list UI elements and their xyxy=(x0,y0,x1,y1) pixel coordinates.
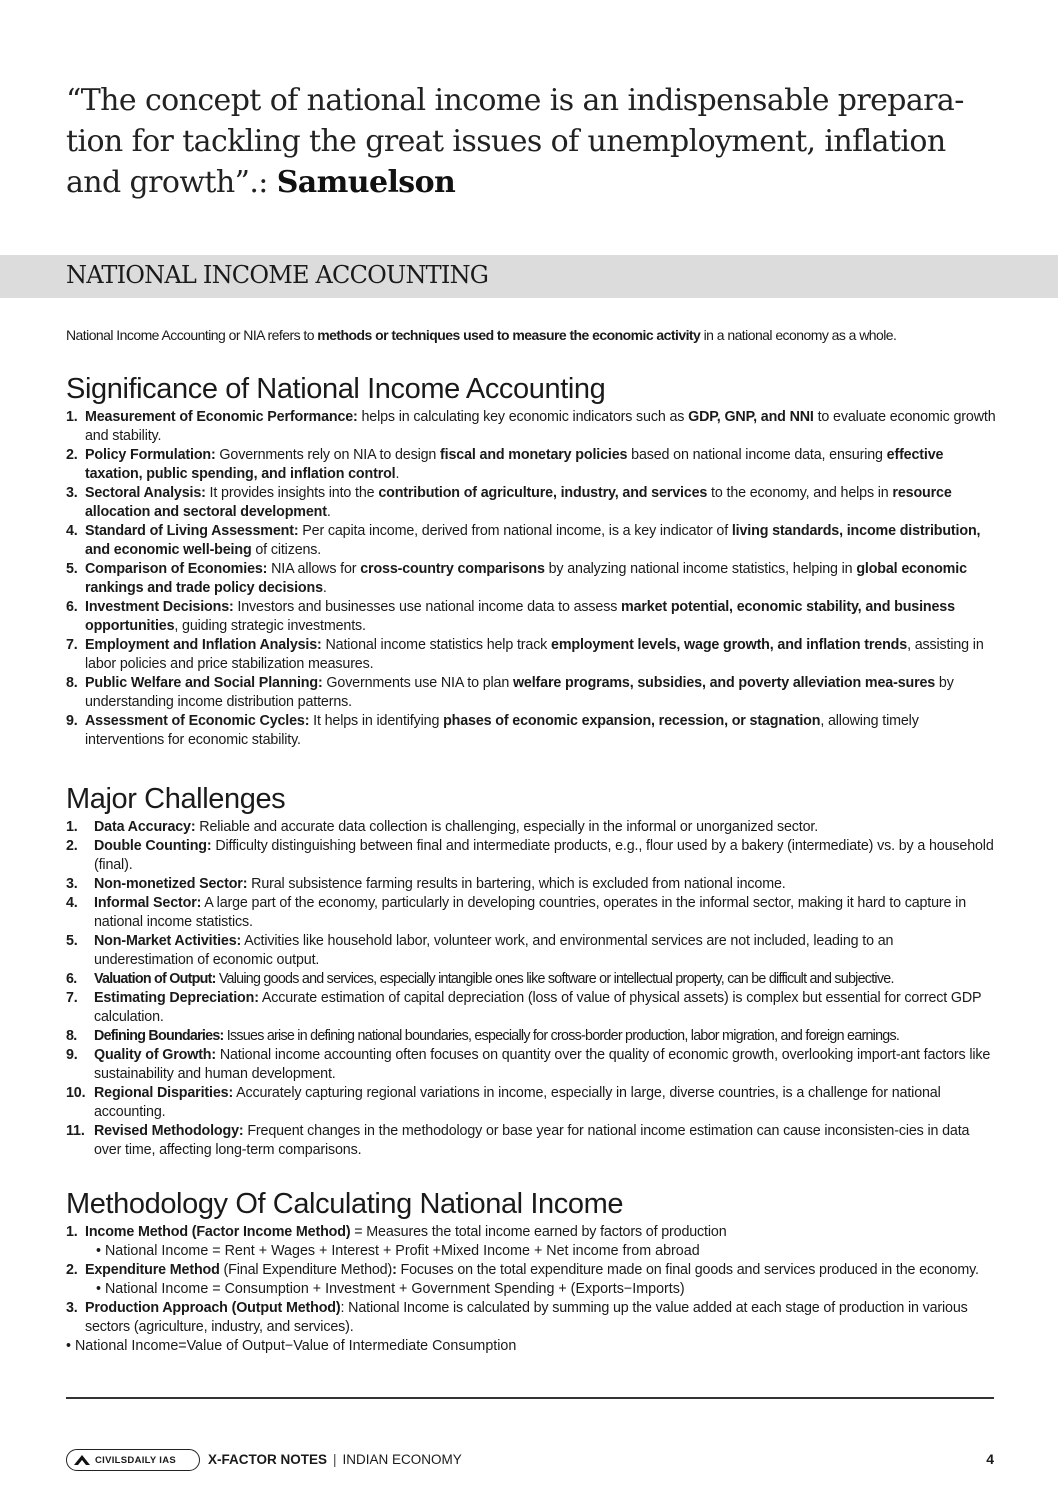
item-number: 8. xyxy=(66,675,78,691)
page-footer xyxy=(66,1449,994,1473)
item-number: 1. xyxy=(66,1224,78,1240)
item-number: 4. xyxy=(66,895,78,911)
item-term: Defining Boundaries: xyxy=(94,1028,224,1044)
item-emphasis: welfare programs, subsidies, and poverty alleviation mea-sures xyxy=(512,675,936,691)
list-item: 10. Regional Disparities: Accurately capturing regional variations in income, especially in large, diverse countries, is a challenge for national accounting. xyxy=(66,1085,941,1120)
item-term: Data Accuracy: xyxy=(94,819,196,835)
item-number: 7. xyxy=(66,637,78,653)
logo-mark-icon xyxy=(73,1453,91,1467)
item-number: 2. xyxy=(66,447,78,463)
item-number: 3. xyxy=(66,485,78,501)
challenges-list xyxy=(66,818,996,1160)
intro-post: in a national economy as a whole. xyxy=(700,327,897,343)
section-band xyxy=(0,255,1058,298)
intro-bold: methods or techniques used to measure the economic activity xyxy=(317,327,701,343)
item-term: Measurement of Economic Performance: xyxy=(85,409,358,425)
list-item: 8. Public Welfare and Social Planning: Governments use NIA to plan welfare programs, subsidies, and poverty alleviation mea-sures by understanding income distribution patterns. xyxy=(66,675,954,710)
list-item: 2. Double Counting: Difficulty distinguishing between final and intermediate products, e.g., flour used by a bakery (intermediate) vs. by a household (final). xyxy=(66,838,994,873)
list-item: 1. Income Method (Factor Income Method) = Measures the total income earned by factors of production xyxy=(66,1224,727,1240)
item-term: Sectoral Analysis: xyxy=(85,485,206,501)
list-item: 6. Valuation of Output: Valuing goods and services, especially intangible ones like software or intellectual property, can be difficult and subjective. xyxy=(66,971,894,987)
final-bullet: • National Income=Value of Output−Value of Intermediate Consumption xyxy=(66,1338,517,1354)
civilsdaily-logo xyxy=(66,1449,200,1471)
item-term: Non-Market Activities: xyxy=(94,933,242,949)
item-number: 8. xyxy=(66,1028,77,1044)
page-number: 4 xyxy=(986,1451,994,1467)
list-item: 6. Investment Decisions: Investors and businesses use national income data to assess market potential, economic stability, and business opportunities, guiding strategic investments. xyxy=(66,599,955,634)
item-number: 10. xyxy=(66,1085,86,1101)
item-term: Comparison of Economies: xyxy=(85,561,268,577)
opening-quote xyxy=(66,80,986,203)
item-emphasis: contribution of agriculture, industry, and services xyxy=(378,485,708,501)
quote-author: Samuelson xyxy=(276,165,456,200)
list-item: 8. Defining Boundaries: Issues arise in defining national boundaries, especially for cross-border production, labor migration, and foreign earnings. xyxy=(66,1028,900,1044)
item-number: 3. xyxy=(66,1300,78,1316)
significance-list xyxy=(66,408,996,750)
list-item: 7. Estimating Depreciation: Accurate estimation of capital depreciation (loss of value of physical assets) is complex but essential for correct GDP calculation. xyxy=(66,990,982,1025)
item-number: 1. xyxy=(66,409,78,425)
item-emphasis: cross-country comparisons xyxy=(360,561,545,577)
item-emphasis: living standards, income distribution, and economic well-being xyxy=(85,523,981,558)
list-item: 3. Production Approach (Output Method): National Income is calculated by summing up the value added at each stage of production in various sectors (agriculture, industry, and services). xyxy=(66,1300,968,1335)
item-number: 6. xyxy=(66,971,77,987)
list-item: 5. Non-Market Activities: Activities like household labor, volunteer work, and environmental services are not included, leading to an underestimation of economic output. xyxy=(66,933,894,968)
list-item: 2. Policy Formulation: Governments rely on NIA to design fiscal and monetary policies based on national income data, ensuring effective taxation, public spending, and inflation control. xyxy=(66,447,944,482)
list-item: 3. Non-monetized Sector: Rural subsistence farming results in bartering, which is excluded from national income. xyxy=(66,876,786,892)
challenges-section xyxy=(66,782,996,1160)
item-term: Valuation of Output: xyxy=(94,971,216,987)
item-term: Public Welfare and Social Planning: xyxy=(85,675,323,691)
section-title: NATIONAL INCOME ACCOUNTING xyxy=(66,261,489,289)
item-number: 3. xyxy=(66,876,78,892)
item-term: Production Approach (Output Method) xyxy=(85,1300,341,1316)
item-number: 5. xyxy=(66,933,78,949)
item-term: Double Counting: xyxy=(94,838,212,854)
item-number: 5. xyxy=(66,561,78,577)
item-number: 6. xyxy=(66,599,78,615)
final-bullet-text: National Income=Value of Output−Value of Intermediate Consumption xyxy=(74,1338,517,1354)
formula-bullet: • National Income = Rent + Wages + Interest + Profit +Mixed Income + Net income from abroad xyxy=(96,1243,700,1259)
item-number: 7. xyxy=(66,990,78,1006)
item-emphasis: market potential, economic stability, and business opportunities xyxy=(85,599,955,634)
item-number: 11. xyxy=(66,1123,85,1139)
formula-bullet: • National Income = Consumption + Investment + Government Spending + (Exports−Imports) xyxy=(96,1281,685,1297)
challenges-heading: Major Challenges xyxy=(66,783,286,815)
intro-paragraph xyxy=(66,327,996,343)
list-item: 2. Expenditure Method (Final Expenditure Method): Focuses on the total expenditure made on final goods and services produced in the economy. xyxy=(66,1262,979,1278)
item-term: Expenditure Method xyxy=(85,1262,220,1278)
item-emphasis: effective taxation, public spending, and inflation control xyxy=(85,447,944,482)
list-item: 4. Standard of Living Assessment: Per capita income, derived from national income, is a key indicator of living standards, income distribution, and economic well-being of citizens. xyxy=(66,523,981,558)
item-emphasis: fiscal and monetary policies xyxy=(440,447,628,463)
item-emphasis: GDP, GNP, and NNI xyxy=(688,409,814,425)
item-term: Quality of Growth: xyxy=(94,1047,216,1063)
list-item: 5. Comparison of Economies: NIA allows for cross-country comparisons by analyzing national income statistics, helping in global economic rankings and trade policy decisions. xyxy=(66,561,967,596)
item-emphasis: employment levels, wage growth, and inflation trends xyxy=(551,637,908,653)
footer-subject: INDIAN ECONOMY xyxy=(342,1452,462,1467)
item-number: 2. xyxy=(66,838,78,854)
item-term: Policy Formulation: xyxy=(85,447,216,463)
item-term: Informal Sector: xyxy=(94,895,202,911)
methodology-section xyxy=(66,1187,996,1356)
item-term: Regional Disparities: xyxy=(94,1085,234,1101)
list-item: 1. Data Accuracy: Reliable and accurate data collection is challenging, especially in the informal or unorganized sector. xyxy=(66,819,819,835)
list-item: 3. Sectoral Analysis: It provides insights into the contribution of agriculture, industry, and services to the economy, and helps in resource allocation and sectoral development. xyxy=(66,485,952,520)
item-number: 1. xyxy=(66,819,78,835)
item-emphasis: : xyxy=(392,1262,397,1278)
footer-text xyxy=(208,1452,462,1467)
item-term: Investment Decisions: xyxy=(85,599,234,615)
list-item: 9. Quality of Growth: National income accounting often focuses on quantity over the quality of economic growth, overlooking import-ant factors like sustainability and human development. xyxy=(66,1047,991,1082)
footer-series: X-FACTOR NOTES xyxy=(208,1452,328,1467)
quote-text: “The concept of national income is an indispensable prepara-tion for tackling the great issues of unemployment, inflation and growth”.: xyxy=(66,83,964,200)
list-item: 11. Revised Methodology: Frequent changes in the methodology or base year for national income estimation can cause inconsisten-cies in data over time, affecting long-term comparisons. xyxy=(66,1123,970,1158)
logo-text: CIVILSDAILY IAS xyxy=(95,1454,177,1466)
item-term: Assessment of Economic Cycles: xyxy=(85,713,310,729)
item-term: Standard of Living Assessment: xyxy=(85,523,299,539)
item-term: Revised Methodology: xyxy=(94,1123,244,1139)
item-term: Non-monetized Sector: xyxy=(94,876,248,892)
footer-rule xyxy=(66,1397,994,1399)
footer-separator: | xyxy=(333,1452,337,1467)
methodology-list xyxy=(66,1223,996,1337)
list-item: 9. Assessment of Economic Cycles: It helps in identifying phases of economic expansion, recession, or stagnation, allowing timely interventions for economic stability. xyxy=(66,713,919,748)
methodology-heading: Methodology Of Calculating National Income xyxy=(66,1188,624,1220)
item-emphasis: global economic rankings and trade policy decisions xyxy=(85,561,967,596)
item-number: 4. xyxy=(66,523,78,539)
intro-pre: National Income Accounting or NIA refers to xyxy=(66,327,318,343)
list-item: 4. Informal Sector: A large part of the economy, particularly in developing countries, operates in the informal sector, making it hard to capture in national income statistics. xyxy=(66,895,966,930)
significance-section xyxy=(66,372,996,750)
item-term: Income Method (Factor Income Method) xyxy=(85,1224,351,1240)
item-number: 2. xyxy=(66,1262,78,1278)
item-term: Estimating Depreciation: xyxy=(94,990,259,1006)
item-term: Employment and Inflation Analysis: xyxy=(85,637,322,653)
item-number: 9. xyxy=(66,713,78,729)
item-emphasis: phases of economic expansion, recession, or stagnation xyxy=(443,713,821,729)
list-item: 1. Measurement of Economic Performance: helps in calculating key economic indicators such as GDP, GNP, and NNI to evaluate economic growth and stability. xyxy=(66,409,996,444)
list-item: 7. Employment and Inflation Analysis: National income statistics help track employment levels, wage growth, and inflation trends, assisting in labor policies and price stabilization measures. xyxy=(66,637,984,672)
item-emphasis: resource allocation and sectoral development xyxy=(85,485,952,520)
item-number: 9. xyxy=(66,1047,78,1063)
significance-heading: Significance of National Income Accounting xyxy=(66,373,606,405)
